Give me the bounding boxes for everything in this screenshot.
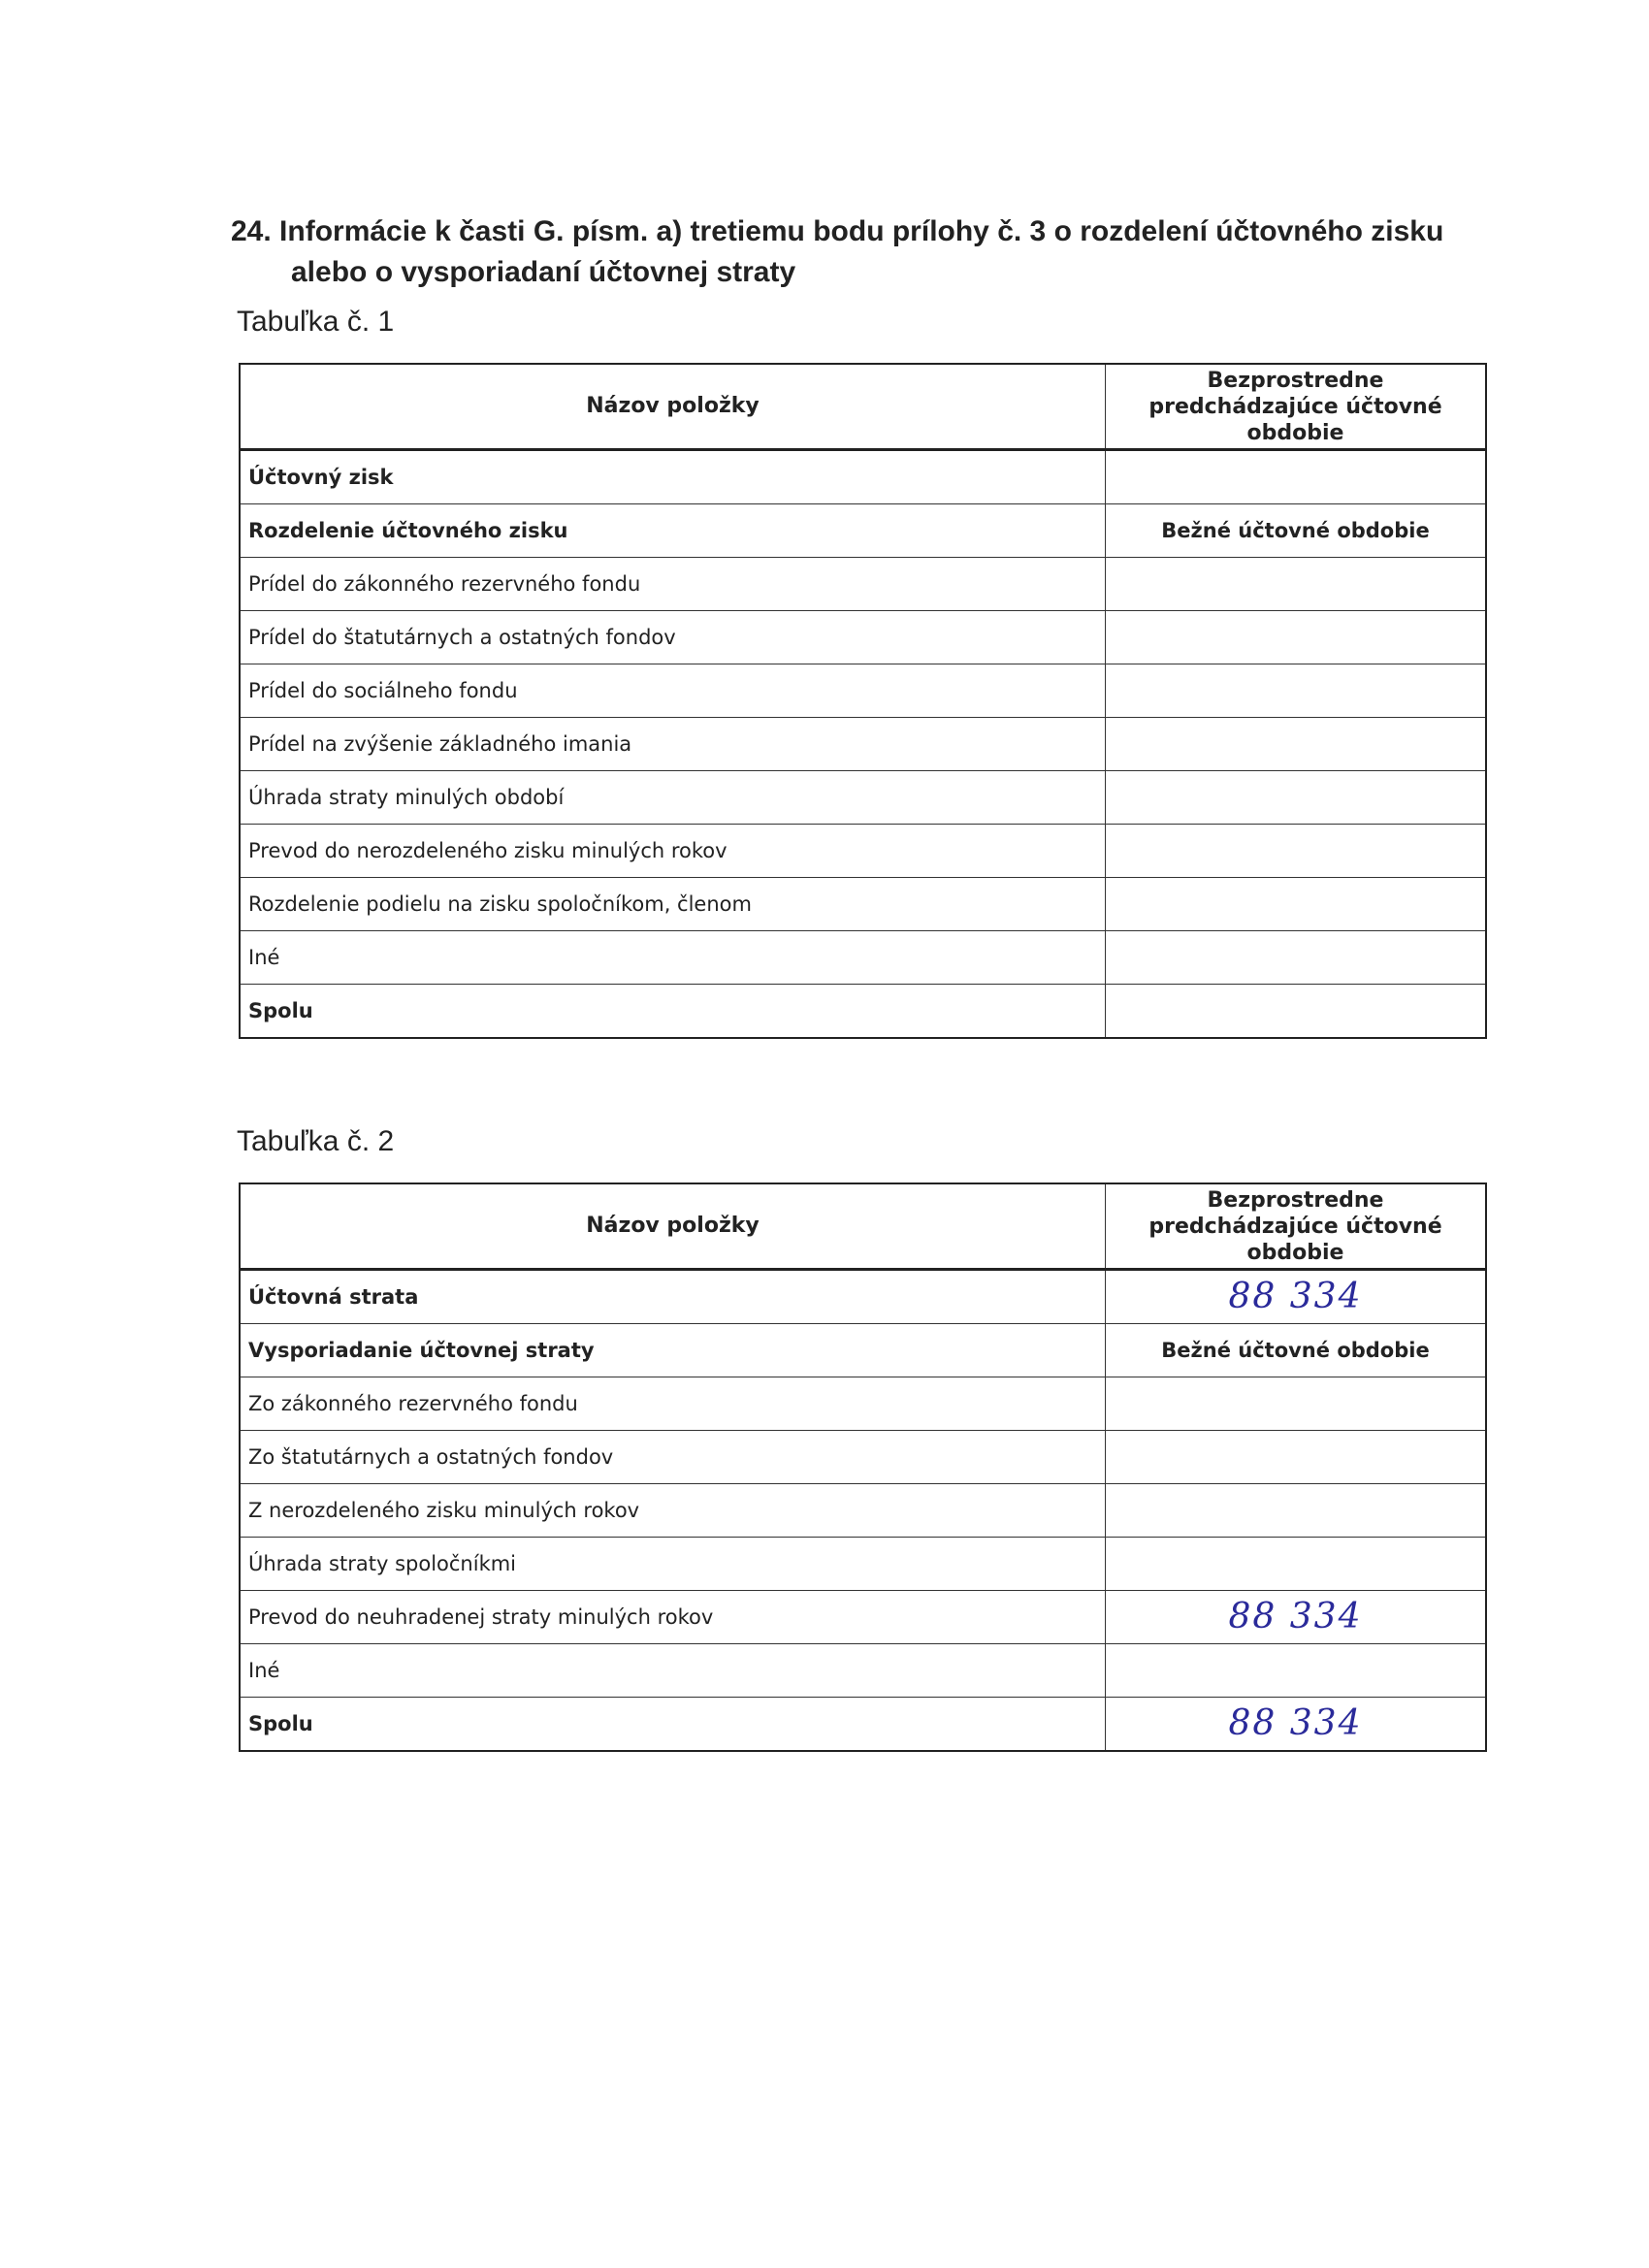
table-row [240, 985, 1486, 1039]
row-label: Iné [240, 1644, 1106, 1698]
value-cell[interactable] [1106, 450, 1487, 504]
value-cell[interactable] [1106, 1538, 1487, 1591]
table-row [240, 504, 1486, 558]
table-row [240, 450, 1486, 504]
value-cell[interactable] [1106, 878, 1487, 931]
row-label: Iné [240, 931, 1106, 985]
subheader-current-period: Bežné účtovné obdobie [1106, 504, 1487, 558]
row-label: Účtovná strata [240, 1270, 1106, 1324]
col-header-prev-period: Bezprostredne predchádzajúce účtovné obdobie [1106, 1183, 1487, 1270]
table-row [240, 1591, 1486, 1644]
value-cell[interactable] [1106, 825, 1487, 878]
table-header [240, 1183, 1486, 1270]
table-row [240, 1644, 1486, 1698]
table-row [240, 1324, 1486, 1377]
value-cell[interactable] [1106, 558, 1487, 611]
row-label: Rozdelenie účtovného zisku [240, 504, 1106, 558]
value-cell[interactable] [1106, 1644, 1487, 1698]
table-row [240, 1377, 1486, 1431]
subheader-current-period: Bežné účtovné obdobie [1106, 1324, 1487, 1377]
value-cell[interactable] [1106, 771, 1487, 825]
value-cell[interactable] [1106, 611, 1487, 664]
row-label: Rozdelenie podielu na zisku spoločníkom, členom [240, 878, 1106, 931]
table-row [240, 931, 1486, 985]
value-cell[interactable] [1106, 718, 1487, 771]
handwritten-value: 88 334 [1106, 1270, 1487, 1324]
section-heading [231, 211, 1628, 293]
row-label: Z nerozdeleného zisku minulých rokov [240, 1484, 1106, 1538]
heading-line-2: alebo o vysporiadaní účtovnej straty [291, 256, 796, 288]
table-row [240, 718, 1486, 771]
value-cell[interactable] [1106, 985, 1487, 1039]
loss-settlement-table [239, 1183, 1487, 1752]
row-label: Vysporiadanie účtovnej straty [240, 1324, 1106, 1377]
table1-label: Tabuľka č. 1 [237, 306, 395, 338]
table-row [240, 1484, 1486, 1538]
table-header [240, 364, 1486, 450]
value-cell[interactable] [1106, 1431, 1487, 1484]
row-label: Zo štatutárnych a ostatných fondov [240, 1431, 1106, 1484]
row-label: Prevod do neuhradenej straty minulých rokov [240, 1591, 1106, 1644]
table-row [240, 1538, 1486, 1591]
handwritten-value: 88 334 [1106, 1698, 1487, 1752]
row-label: Prídel do štatutárnych a ostatných fondov [240, 611, 1106, 664]
table-row [240, 878, 1486, 931]
value-cell[interactable] [1106, 931, 1487, 985]
row-label: Úhrada straty spoločníkmi [240, 1538, 1106, 1591]
table-row [240, 558, 1486, 611]
row-label: Úhrada straty minulých období [240, 771, 1106, 825]
table-row [240, 1431, 1486, 1484]
heading-line-1: 24. Informácie k časti G. písm. a) tretiemu bodu prílohy č. 3 o rozdelení účtovného zisku [231, 215, 1444, 247]
row-label: Prevod do nerozdeleného zisku minulých rokov [240, 825, 1106, 878]
row-label: Zo zákonného rezervného fondu [240, 1377, 1106, 1431]
col-header-name: Názov položky [240, 1183, 1106, 1270]
profit-distribution-table [239, 363, 1487, 1039]
row-label: Účtovný zisk [240, 450, 1106, 504]
row-label: Spolu [240, 985, 1106, 1039]
table2-label: Tabuľka č. 2 [237, 1125, 395, 1157]
table-row [240, 1698, 1486, 1752]
table-row [240, 664, 1486, 718]
col-header-name: Názov položky [240, 364, 1106, 450]
table-row [240, 825, 1486, 878]
row-label: Prídel na zvýšenie základného imania [240, 718, 1106, 771]
table-row [240, 611, 1486, 664]
value-cell[interactable] [1106, 1484, 1487, 1538]
table-row [240, 771, 1486, 825]
handwritten-value: 88 334 [1106, 1591, 1487, 1644]
row-label: Spolu [240, 1698, 1106, 1752]
value-cell[interactable] [1106, 1377, 1487, 1431]
row-label: Prídel do sociálneho fondu [240, 664, 1106, 718]
col-header-prev-period: Bezprostredne predchádzajúce účtovné obdobie [1106, 364, 1487, 450]
row-label: Prídel do zákonného rezervného fondu [240, 558, 1106, 611]
value-cell[interactable] [1106, 664, 1487, 718]
table-row [240, 1270, 1486, 1324]
